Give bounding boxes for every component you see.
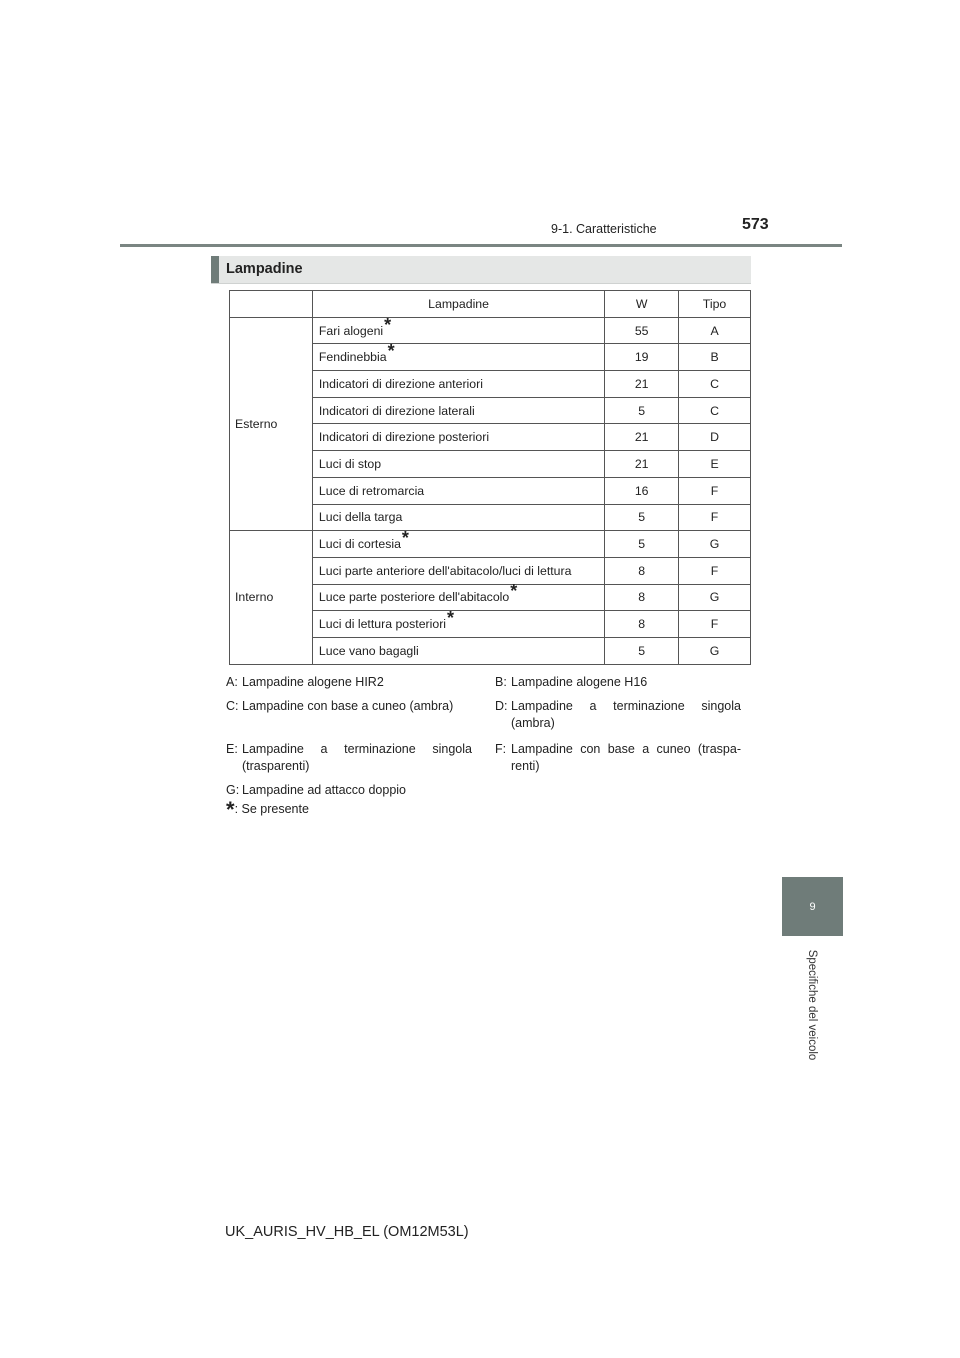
bulb-name-cell [312,314,604,344]
wattage-cell: 8 [605,611,679,638]
wattage-cell: 21 [605,424,679,451]
bulb-name: Luci parte anteriore dell'abitacolo/luci di lettura [318,563,572,578]
legend-key: F: [495,742,507,756]
bulb-name-cell [312,528,604,558]
wattage-cell: 5 [605,637,679,664]
wattage-cell: 19 [605,344,679,371]
bulb-name: Fendinebbia [318,350,387,365]
bulb-name-cell [312,371,604,398]
chapter-label: Specifiche del veicolo [806,949,818,1061]
wattage-cell: 55 [605,317,679,344]
group-cell: Esterno [230,317,313,531]
wattage-cell: 8 [605,557,679,584]
section-title: Lampadine [226,261,303,277]
bulb-name-cell [312,637,604,664]
column-header [230,291,313,318]
type-cell: C [679,371,751,398]
legend-key: C: [226,699,239,713]
header-divider [120,244,842,247]
type-cell: C [679,397,751,424]
optional-marker: * [447,608,455,629]
bulb-name-cell [312,504,604,531]
legend-text: Lampadine con base a cuneo (ambra) [242,699,454,713]
bulb-name-cell [312,477,604,504]
type-cell: F [679,557,751,584]
column-header: W [605,291,679,318]
bulb-name-cell [312,397,604,424]
table-header-row [230,291,751,318]
section-header: 9-1. Caratteristiche [551,222,657,236]
bulb-name-cell [312,581,604,611]
bulb-name: Luce di retromarcia [318,483,425,498]
bulb-name: Luci di cortesia [318,537,401,552]
optional-marker: * [384,314,392,335]
bulb-name-cell [312,451,604,478]
type-cell: D [679,424,751,451]
type-cell: A [679,317,751,344]
legend-text: Lampadine a terminazione singola (trasparenti) [242,742,472,773]
legend-key: E: [226,742,238,756]
column-header: Lampadine [312,291,604,318]
type-cell: F [679,504,751,531]
bulb-name: Indicatori di direzione laterali [318,403,475,418]
wattage-cell: 21 [605,451,679,478]
type-cell: G [679,531,751,558]
optional-marker: * [387,341,395,362]
wattage-cell: 21 [605,371,679,398]
wattage-cell: 5 [605,397,679,424]
legend-text: Lampadine con base a cuneo (traspa-renti) [511,742,741,773]
bulb-name-cell [312,341,604,371]
bulb-name: Luci della targa [318,510,403,525]
table-row [230,317,751,344]
bulb-name: Luci di stop [318,456,382,471]
bulb-name: Luce parte posteriore dell'abitacolo [318,590,510,605]
type-cell: G [679,637,751,664]
section-title-bar [211,256,751,284]
bulb-name: Luce vano bagagli [318,643,419,658]
column-header: Tipo [679,291,751,318]
bulb-name-cell [312,424,604,451]
chapter-number: 9 [809,900,816,913]
legend-key: D: [495,699,508,713]
type-cell: E [679,451,751,478]
type-cell: G [679,584,751,611]
legend-text: Lampadine ad attacco doppio [242,783,407,797]
wattage-cell: 8 [605,584,679,611]
footnote-text: : Se presente [234,802,309,816]
legend-text: Lampadine a terminazione singola (ambra) [511,699,741,730]
optional-marker: * [401,528,409,549]
group-cell: Interno [230,531,313,664]
footnote-symbol: * [226,797,235,822]
type-cell: B [679,344,751,371]
bulb-name: Fari alogeni [318,323,384,338]
wattage-cell: 5 [605,504,679,531]
bulb-name: Indicatori di direzione posteriori [318,430,490,445]
type-cell: F [679,477,751,504]
optional-marker: * [510,581,518,602]
legend-key: A: [226,675,238,689]
section-accent [211,256,219,283]
document-code: UK_AURIS_HV_HB_EL (OM12M53L) [225,1224,469,1240]
page-number: 573 [742,216,769,233]
bulb-name-cell [312,608,604,638]
wattage-cell: 5 [605,531,679,558]
bulb-name-cell [312,557,604,584]
bulb-name: Luci di lettura posteriori [318,617,447,632]
legend-text: Lampadine alogene HIR2 [242,675,384,689]
legend-key: G: [226,783,240,797]
bulbs-table [229,290,751,665]
table-row [230,531,751,558]
wattage-cell: 16 [605,477,679,504]
footnote [226,797,309,822]
legend-key: B: [495,675,507,689]
chapter-tab [782,877,843,936]
bulb-name: Indicatori di direzione anteriori [318,376,483,391]
type-cell: F [679,611,751,638]
legend-text: Lampadine alogene H16 [511,675,648,689]
